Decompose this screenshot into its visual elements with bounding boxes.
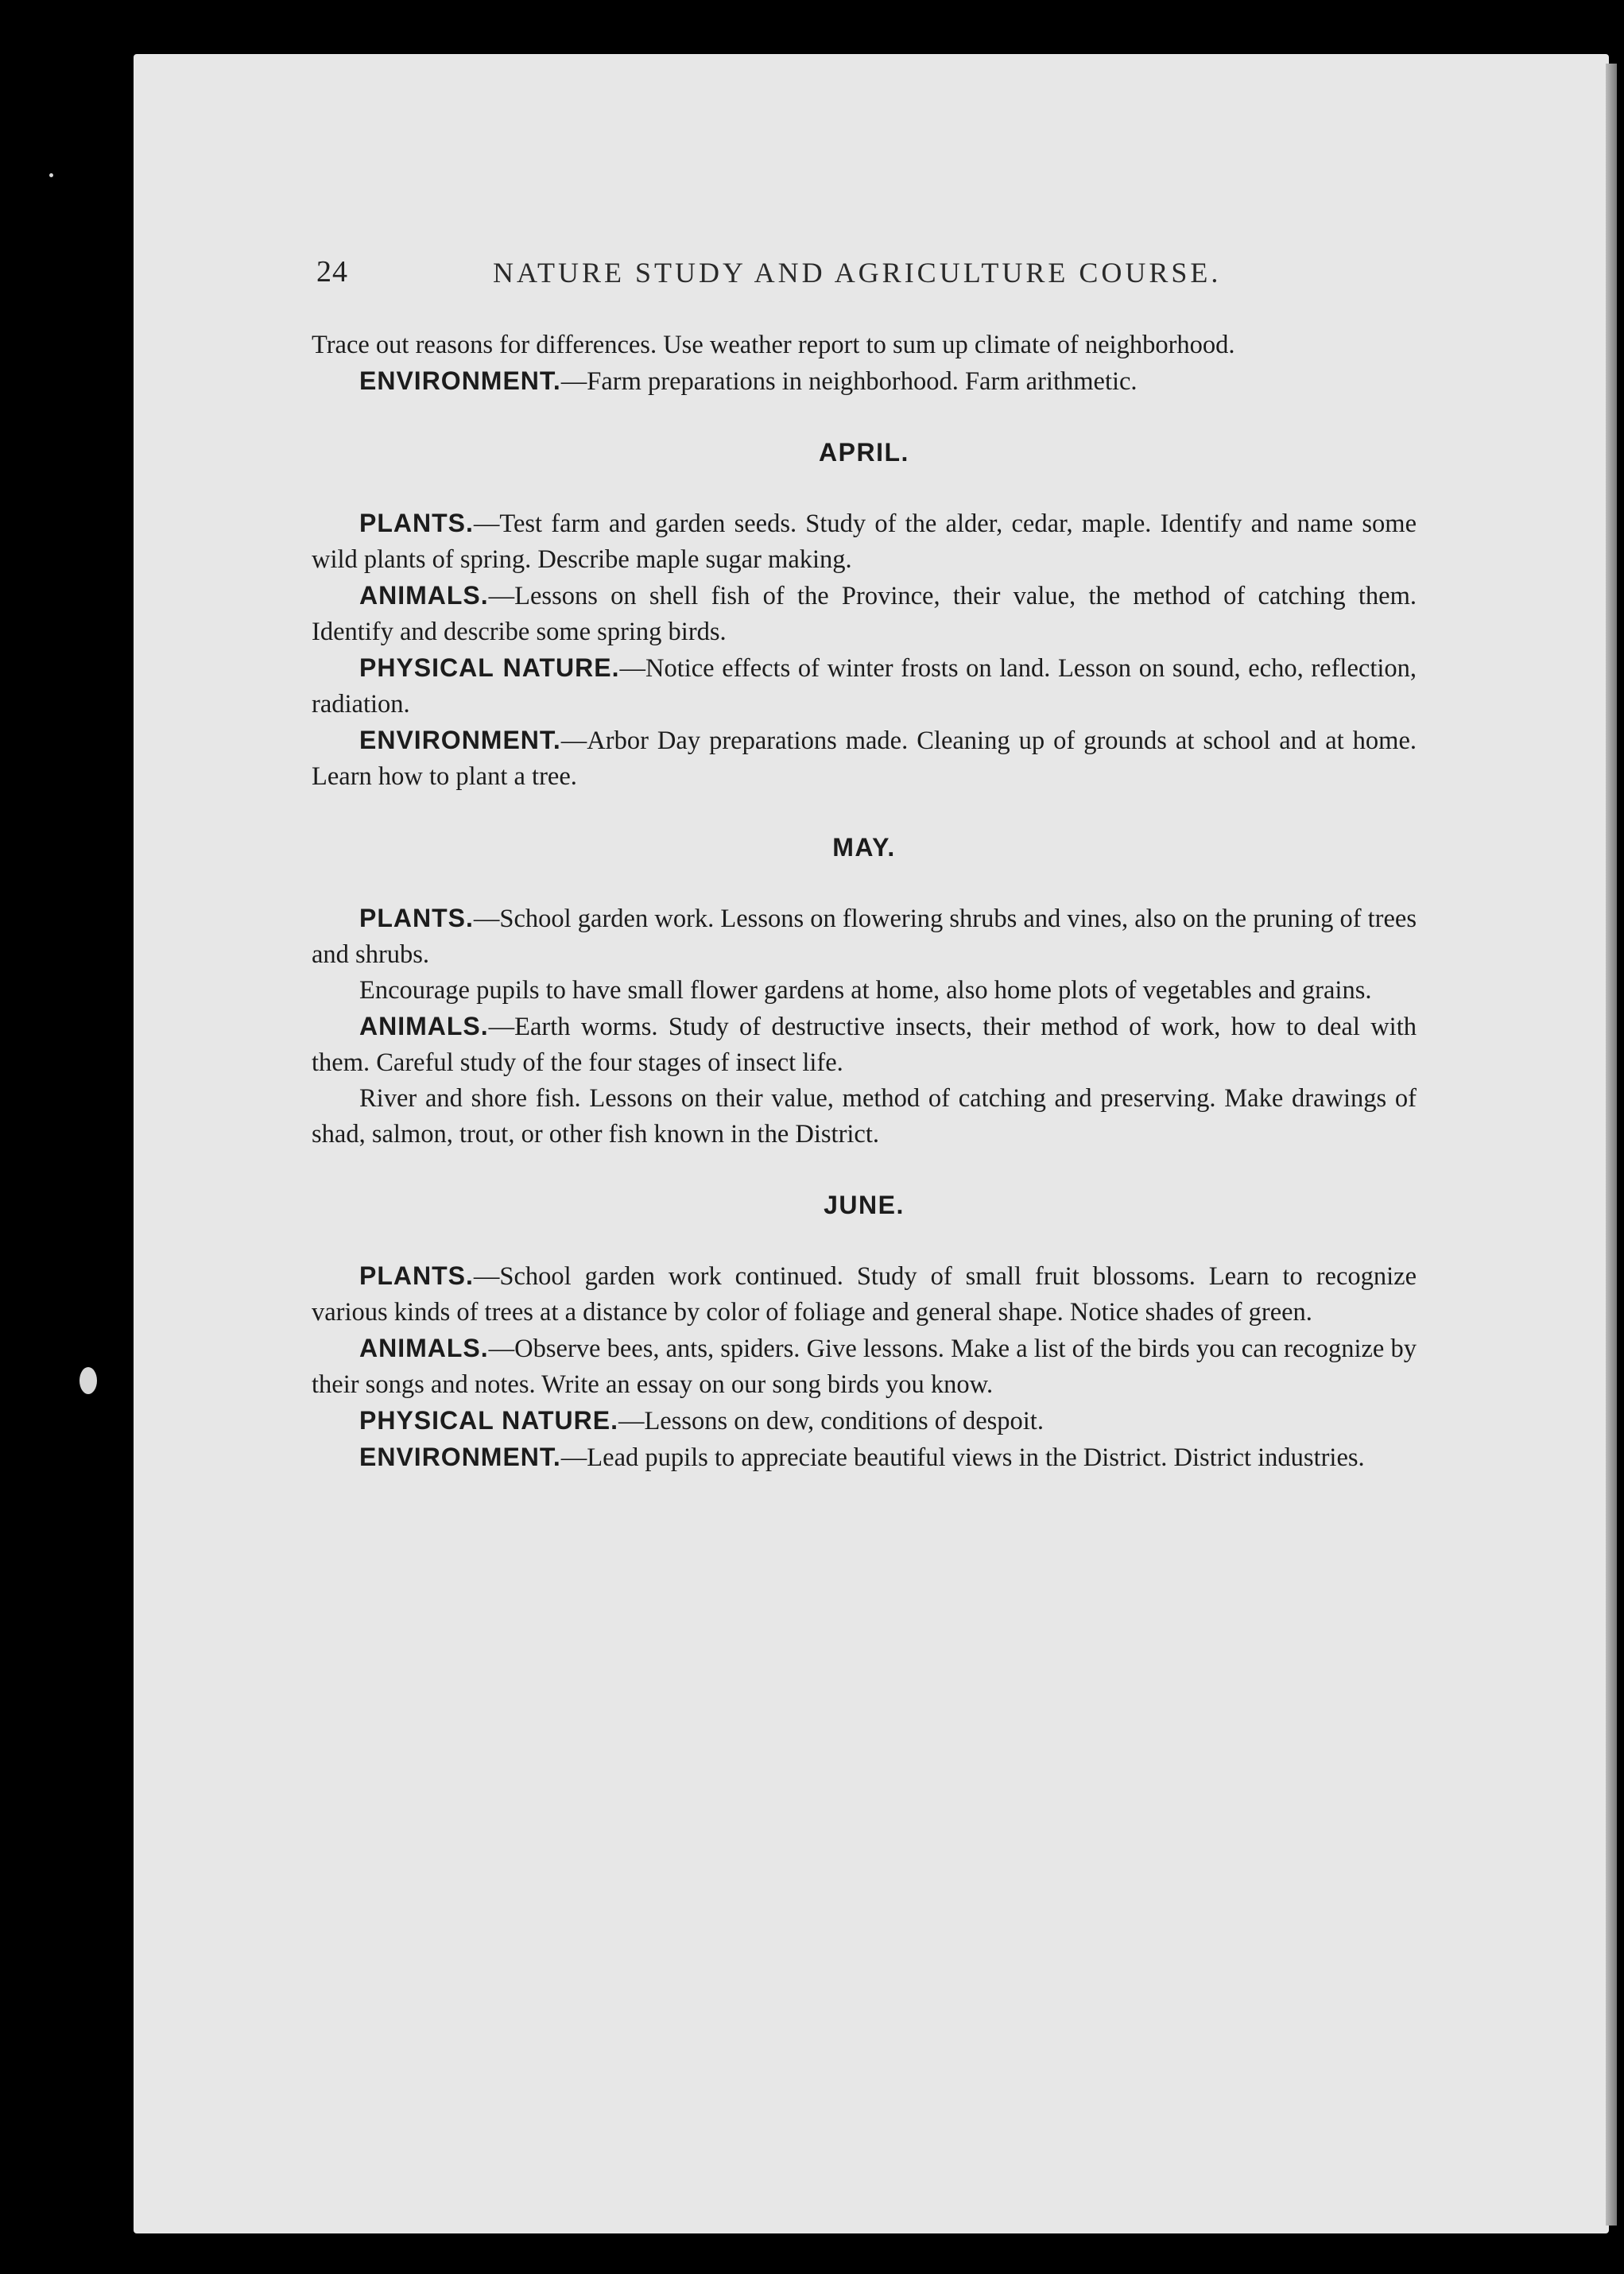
environment-text: —Lead pupils to appreciate beautiful views in the District. District industries. [560, 1443, 1365, 1472]
april-heading: APRIL. [819, 438, 909, 467]
may-plants-paragraph-2 [312, 973, 1417, 1009]
april-physical-paragraph [312, 650, 1417, 722]
animals-label: ANIMALS. [359, 1334, 489, 1362]
plants-label: PLANTS. [359, 509, 474, 537]
environment-text: —Arbor Day preparations made. Cleaning up of grounds at school and at home. Learn how to plant a tree. [312, 726, 1417, 791]
animals-text: —Lessons on shell fish of the Province, their value, the method of catching them. Identify and describe some spring birds. [312, 582, 1417, 646]
plants-label: PLANTS. [359, 904, 474, 932]
physical-nature-text: —Lessons on dew, conditions of despoit. [618, 1407, 1044, 1435]
plants-text: —Test farm and garden seeds. Study of the alder, cedar, maple. Identify and name some wild plants of spring. Describe maple sugar making. [312, 509, 1417, 574]
plants-text: —School garden work. Lessons on flowering shrubs and vines, also on the pruning of trees and shrubs. [312, 905, 1417, 969]
physical-nature-label: PHYSICAL NATURE. [359, 653, 620, 682]
environment-text: —Farm preparations in neighborhood. Farm arithmetic. [560, 367, 1138, 396]
june-heading: JUNE. [824, 1191, 905, 1219]
environment-label: ENVIRONMENT. [359, 726, 561, 754]
intro-paragraph [312, 327, 1417, 363]
scan-speck [49, 173, 53, 177]
animals-label: ANIMALS. [359, 581, 489, 610]
scan-speck [79, 1367, 97, 1394]
physical-nature-text: —Notice effects of winter frosts on land. Lesson on sound, echo, reflection, radiation. [312, 654, 1417, 719]
may-plants-paragraph [312, 901, 1417, 973]
animals-text: —Observe bees, ants, spiders. Give lessons. Make a list of the birds you can recognize by their songs and notes. Write an essay on our song birds you know. [312, 1335, 1417, 1399]
june-animals-paragraph [312, 1331, 1417, 1403]
april-animals-paragraph [312, 578, 1417, 650]
may-animals-paragraph-2 [312, 1081, 1417, 1152]
environment-label: ENVIRONMENT. [359, 1443, 561, 1471]
animals-label: ANIMALS. [359, 1012, 489, 1040]
june-plants-paragraph [312, 1258, 1417, 1331]
april-environment-paragraph [312, 722, 1417, 795]
page-number: 24 [316, 255, 348, 289]
plants-text: —School garden work continued. Study of small fruit blossoms. Learn to recognize various kinds of trees at a distance by color of foliage and general shape. Notice shades of green. [312, 1262, 1417, 1327]
page-edge-shadow [1606, 64, 1617, 2226]
intro-text: Trace out reasons for differences. Use weather report to sum up climate of neighborhood. [312, 331, 1235, 359]
running-head: NATURE STUDY AND AGRICULTURE COURSE. [493, 257, 1222, 289]
animals-text-2: River and shore fish. Lessons on their value, method of catching and preserving. Make drawings of shad, salmon, trout, or other fish known in the District. [312, 1084, 1417, 1149]
page-header [316, 254, 1278, 302]
animals-text: —Earth worms. Study of destructive insects, their method of work, how to deal with them. Careful study of the four stages of insect life. [312, 1013, 1417, 1077]
intro-environment-paragraph [312, 363, 1417, 400]
page-body [312, 327, 1417, 1476]
june-physical-paragraph [312, 1403, 1417, 1439]
may-heading: MAY. [832, 833, 896, 862]
april-plants-paragraph [312, 506, 1417, 578]
plants-label: PLANTS. [359, 1261, 474, 1290]
physical-nature-label: PHYSICAL NATURE. [359, 1406, 618, 1435]
plants-text-2: Encourage pupils to have small flower gardens at home, also home plots of vegetables and grains. [359, 976, 1372, 1005]
june-environment-paragraph [312, 1439, 1417, 1476]
may-animals-paragraph [312, 1009, 1417, 1081]
environment-label: ENVIRONMENT. [359, 366, 561, 395]
